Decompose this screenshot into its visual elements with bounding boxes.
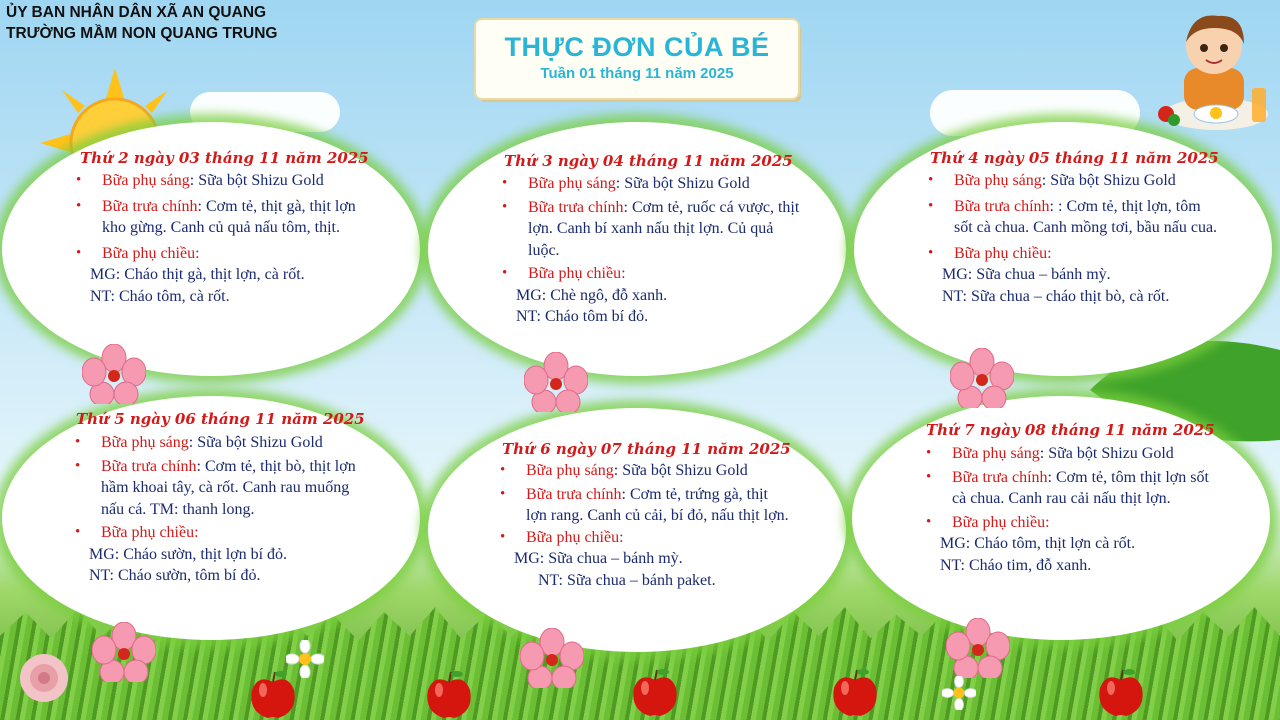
morning-meal	[500, 460, 790, 482]
rose-icon	[14, 650, 74, 706]
meal-label: Bữa phụ chiều:	[528, 265, 626, 282]
pink-flower-icon	[82, 344, 146, 404]
meal-label: Bữa trưa chính	[528, 198, 624, 216]
afternoon-meal	[500, 527, 790, 549]
pink-flower-icon	[950, 348, 1014, 408]
lunch-meal	[500, 484, 790, 527]
page-title: THỰC ĐƠN CỦA BÉ	[504, 32, 770, 62]
meal-label: Bữa trưa chính	[954, 197, 1050, 215]
meal-text: : : Cơm tẻ, thịt lợn, tôm sốt cà chua. Canh mồng tơi, bầu nấu cua.	[954, 197, 1218, 236]
meal-label: Bữa phụ sáng	[528, 175, 616, 192]
nt-snack: NT: Cháo tôm bí đỏ.	[516, 308, 649, 325]
red-apple-icon	[248, 668, 298, 720]
mg-snack: MG: Chè ngô, đỗ xanh.	[516, 286, 668, 304]
meal-label: Bữa phụ chiều:	[954, 244, 1052, 262]
day-menu	[502, 173, 800, 328]
meal-label: Bữa phụ chiều:	[526, 528, 624, 546]
day-title: Thứ 3 ngày 04 tháng 11 năm 2025	[504, 152, 793, 170]
meal-label: Bữa phụ sáng	[952, 445, 1040, 462]
lunch-meal	[926, 467, 1216, 510]
morning-meal	[75, 432, 365, 454]
day-title: Thứ 6 ngày 07 tháng 11 năm 2025	[502, 440, 791, 458]
afternoon-meal	[502, 263, 800, 285]
day-title: Thứ 7 ngày 08 tháng 11 năm 2025	[926, 421, 1215, 439]
meal-label: Bữa trưa chính	[526, 485, 622, 503]
afternoon-meal	[928, 243, 1218, 265]
morning-meal	[502, 173, 800, 195]
day-menu	[76, 170, 374, 307]
pink-flower-icon	[946, 618, 1010, 678]
week-subtitle: Tuần 01 tháng 11 năm 2025	[540, 65, 734, 82]
mg-snack: MG: Cháo thịt gà, thịt lợn, cà rốt.	[90, 266, 305, 283]
mg-snack: MG: Sữa chua – bánh mỳ.	[942, 266, 1111, 283]
mg-snack: MG: Cháo tôm, thịt lợn cà rốt.	[940, 535, 1136, 552]
meal-text: : Sữa bột Shizu Gold	[188, 434, 323, 451]
lunch-meal	[928, 196, 1218, 239]
nt-snack: NT: Sữa chua – cháo thịt bò, cà rốt.	[942, 287, 1170, 305]
lunch-meal	[76, 196, 374, 239]
nt-snack: NT: Cháo tôm, cà rốt.	[90, 287, 230, 305]
pink-flower-icon	[520, 628, 584, 688]
lunch-meal	[75, 456, 365, 521]
meal-label: Bữa trưa chính	[101, 457, 197, 475]
meal-text: : Cơm tẻ, thịt gà, thịt lợn kho gừng. Canh củ quả nấu tôm, thịt.	[102, 197, 356, 236]
meal-label: Bữa phụ chiều:	[102, 244, 200, 262]
day-title: Thứ 4 ngày 05 tháng 11 năm 2025	[930, 149, 1219, 167]
red-apple-icon	[424, 668, 474, 720]
meal-label: Bữa phụ sáng	[954, 172, 1042, 189]
lunch-meal	[502, 197, 800, 262]
day-menu	[926, 443, 1216, 576]
day-title: Thứ 2 ngày 03 tháng 11 năm 2025	[80, 149, 369, 167]
red-apple-icon	[630, 666, 680, 718]
day-menu	[500, 460, 790, 591]
pink-flower-icon	[92, 622, 156, 682]
meal-label: Bữa phụ chiều:	[101, 524, 199, 541]
meal-text: : Cơm tẻ, thịt bò, thịt lợn hầm khoai tây, cà rốt. Canh rau muống nấu cá. TM: thanh long.	[101, 457, 356, 518]
morning-meal	[928, 170, 1218, 192]
committee-name: ỦY BAN NHÂN DÂN XÃ AN QUANG	[6, 4, 267, 21]
red-apple-icon	[830, 666, 880, 718]
afternoon-meal	[75, 522, 365, 544]
school-name: TRƯỜNG MẦM NON QUANG TRUNG	[6, 25, 278, 42]
morning-meal	[76, 170, 374, 192]
daisy-icon	[942, 676, 976, 710]
boy-eating-icon	[1154, 2, 1272, 132]
morning-meal	[926, 443, 1216, 465]
meal-label: Bữa phụ sáng	[526, 462, 614, 479]
nt-snack: NT: Cháo tim, đỗ xanh.	[940, 556, 1092, 574]
afternoon-meal	[76, 243, 374, 265]
mg-snack: MG: Sữa chua – bánh mỳ.	[514, 550, 683, 567]
meal-label: Bữa phụ chiều:	[952, 513, 1050, 531]
nt-snack: NT: Cháo sườn, tôm bí đỏ.	[89, 567, 261, 584]
menu-banner	[476, 20, 798, 98]
day-menu	[75, 432, 365, 587]
meal-label: Bữa phụ sáng	[101, 434, 189, 451]
school-header	[6, 2, 277, 44]
mg-snack: MG: Cháo sườn, thịt lợn bí đỏ.	[89, 545, 288, 563]
pink-flower-icon	[524, 352, 588, 412]
day-menu	[928, 170, 1218, 307]
meal-text: : Sữa bột Shizu Gold	[1039, 445, 1174, 462]
meal-label: Bữa trưa chính	[952, 468, 1048, 486]
meal-text: : Cơm tẻ, tôm thịt lợn sốt cà chua. Canh rau cải nấu thịt lợn.	[952, 468, 1209, 507]
meal-text: : Sữa bột Shizu Gold	[1041, 172, 1176, 189]
meal-label: Bữa phụ sáng	[102, 172, 190, 189]
afternoon-meal	[926, 512, 1216, 534]
day-title: Thứ 5 ngày 06 tháng 11 năm 2025	[76, 410, 365, 428]
meal-text: : Cơm tẻ, ruốc cá vược, thịt lợn. Canh bí xanh nấu thịt lợn. Củ quả luộc.	[528, 198, 800, 259]
meal-text: : Sữa bột Shizu Gold	[189, 172, 324, 189]
red-apple-icon	[1096, 666, 1146, 718]
meal-text: : Sữa bột Shizu Gold	[613, 462, 748, 479]
meal-text: : Cơm tẻ, trứng gà, thịt lợn rang. Canh củ cải, bí đỏ, nấu thịt lợn.	[526, 485, 789, 524]
nt-snack: NT: Sữa chua – bánh paket.	[538, 571, 716, 589]
meal-label: Bữa trưa chính	[102, 197, 198, 215]
meal-text: : Sữa bột Shizu Gold	[615, 175, 750, 192]
